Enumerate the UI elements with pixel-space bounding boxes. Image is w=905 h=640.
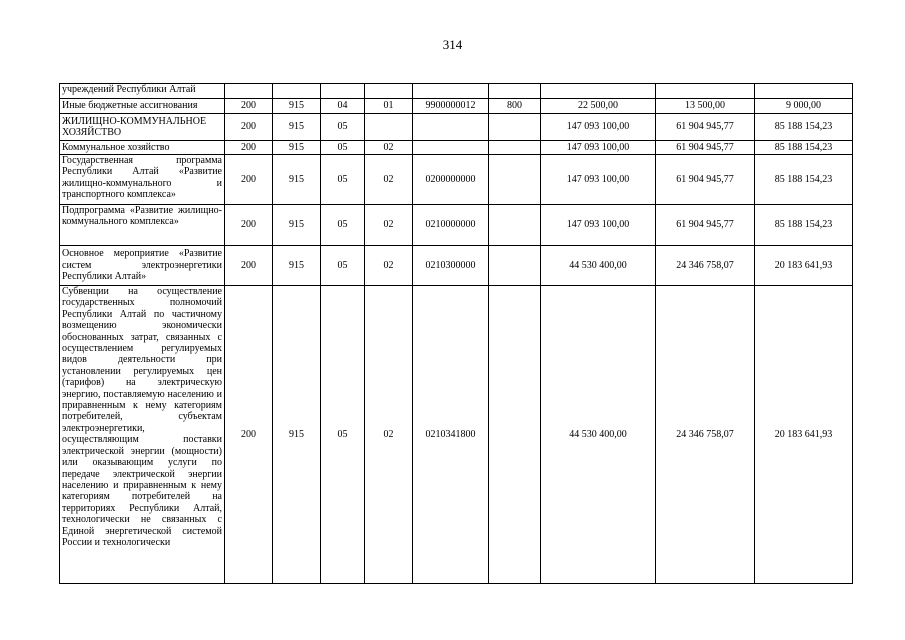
cell-code [489, 155, 541, 205]
cell-amount: 85 188 154,23 [755, 114, 853, 141]
cell-code [489, 141, 541, 155]
cell-code: 800 [489, 99, 541, 114]
budget-table [59, 83, 853, 584]
cell-amount: 85 188 154,23 [755, 141, 853, 155]
cell-amount: 22 500,00 [541, 99, 656, 114]
cell-amount [755, 84, 853, 99]
table-row [60, 155, 853, 205]
cell-amount: 24 346 758,07 [656, 286, 755, 584]
cell-amount: 20 183 641,93 [755, 286, 853, 584]
cell-code: 915 [273, 99, 321, 114]
cell-code [413, 84, 489, 99]
cell-code: 05 [321, 114, 365, 141]
cell-code: 0210000000 [413, 205, 489, 246]
page-number: 314 [442, 37, 463, 52]
cell-code [489, 84, 541, 99]
cell-code: 200 [225, 114, 273, 141]
cell-code: 915 [273, 155, 321, 205]
row-name: Подпрограмма «Развитие жилищно-коммунального комплекса» [60, 205, 225, 246]
table-row [60, 141, 853, 155]
cell-code: 02 [365, 155, 413, 205]
cell-code: 02 [365, 141, 413, 155]
cell-code: 05 [321, 155, 365, 205]
cell-amount: 61 904 945,77 [656, 155, 755, 205]
cell-code: 02 [365, 246, 413, 286]
cell-code: 0210300000 [413, 246, 489, 286]
row-name: ЖИЛИЩНО-КОММУНАЛЬНОЕ ХОЗЯЙСТВО [60, 114, 225, 141]
cell-code [489, 205, 541, 246]
row-name: Государственная программа Республики Алтай «Развитие жилищно-коммунального и транспортного комплекса» [60, 155, 225, 205]
cell-amount: 44 530 400,00 [541, 246, 656, 286]
cell-amount: 20 183 641,93 [755, 246, 853, 286]
cell-code: 05 [321, 246, 365, 286]
cell-code [365, 114, 413, 141]
cell-amount: 147 093 100,00 [541, 141, 656, 155]
table-row [60, 99, 853, 114]
row-name: Субвенции на осуществление государственных полномочий Республики Алтай по частичному возмещению экономически обоснованных затрат, связанных с осуществлением регулируемых видов деятельности при установлении регулируемых цен (тарифов) на электрическую энергию, поставляемую населению и приравненным к нему категориям потребителей, субъектам электроэнергетики, осуществляющим поставки электрической энергии (мощности) или оказывающим услуги по передаче электрической энергии населению и приравненным к нему категориям потребителей на территориях Республики Алтай, технологически не связанных с Единой энергетической системой России и технологически [60, 286, 225, 584]
cell-amount: 85 188 154,23 [755, 155, 853, 205]
cell-code: 915 [273, 141, 321, 155]
cell-code: 05 [321, 286, 365, 584]
cell-code [489, 246, 541, 286]
cell-amount: 147 093 100,00 [541, 205, 656, 246]
table-row [60, 286, 853, 584]
cell-code [273, 84, 321, 99]
cell-code: 200 [225, 246, 273, 286]
cell-amount: 147 093 100,00 [541, 155, 656, 205]
cell-code: 02 [365, 205, 413, 246]
cell-code: 200 [225, 99, 273, 114]
cell-amount: 24 346 758,07 [656, 246, 755, 286]
row-name: Коммунальное хозяйство [60, 141, 225, 155]
cell-code [321, 84, 365, 99]
cell-code: 200 [225, 155, 273, 205]
cell-code [413, 141, 489, 155]
cell-code: 04 [321, 99, 365, 114]
table-row [60, 114, 853, 141]
cell-code [413, 114, 489, 141]
table-row [60, 84, 853, 99]
cell-code: 200 [225, 286, 273, 584]
cell-code: 915 [273, 114, 321, 141]
cell-code: 915 [273, 286, 321, 584]
cell-code: 200 [225, 205, 273, 246]
cell-code [489, 114, 541, 141]
table-row [60, 205, 853, 246]
cell-amount: 61 904 945,77 [656, 114, 755, 141]
table-row [60, 246, 853, 286]
cell-code: 02 [365, 286, 413, 584]
cell-code [365, 84, 413, 99]
cell-code: 200 [225, 141, 273, 155]
cell-amount [656, 84, 755, 99]
row-name: Иные бюджетные ассигнования [60, 99, 225, 114]
cell-amount: 147 093 100,00 [541, 114, 656, 141]
cell-code: 0210341800 [413, 286, 489, 584]
cell-amount: 13 500,00 [656, 99, 755, 114]
cell-code: 01 [365, 99, 413, 114]
row-name: учреждений Республики Алтай [60, 84, 225, 99]
cell-code: 0200000000 [413, 155, 489, 205]
cell-amount: 44 530 400,00 [541, 286, 656, 584]
cell-amount [541, 84, 656, 99]
cell-amount: 61 904 945,77 [656, 141, 755, 155]
cell-code: 915 [273, 246, 321, 286]
cell-code: 05 [321, 141, 365, 155]
cell-code: 9900000012 [413, 99, 489, 114]
cell-code [489, 286, 541, 584]
row-name: Основное мероприятие «Развитие систем электроэнергетики Республики Алтай» [60, 246, 225, 286]
cell-amount: 61 904 945,77 [656, 205, 755, 246]
cell-amount: 85 188 154,23 [755, 205, 853, 246]
cell-code [225, 84, 273, 99]
cell-code: 915 [273, 205, 321, 246]
cell-code: 05 [321, 205, 365, 246]
cell-amount: 9 000,00 [755, 99, 853, 114]
